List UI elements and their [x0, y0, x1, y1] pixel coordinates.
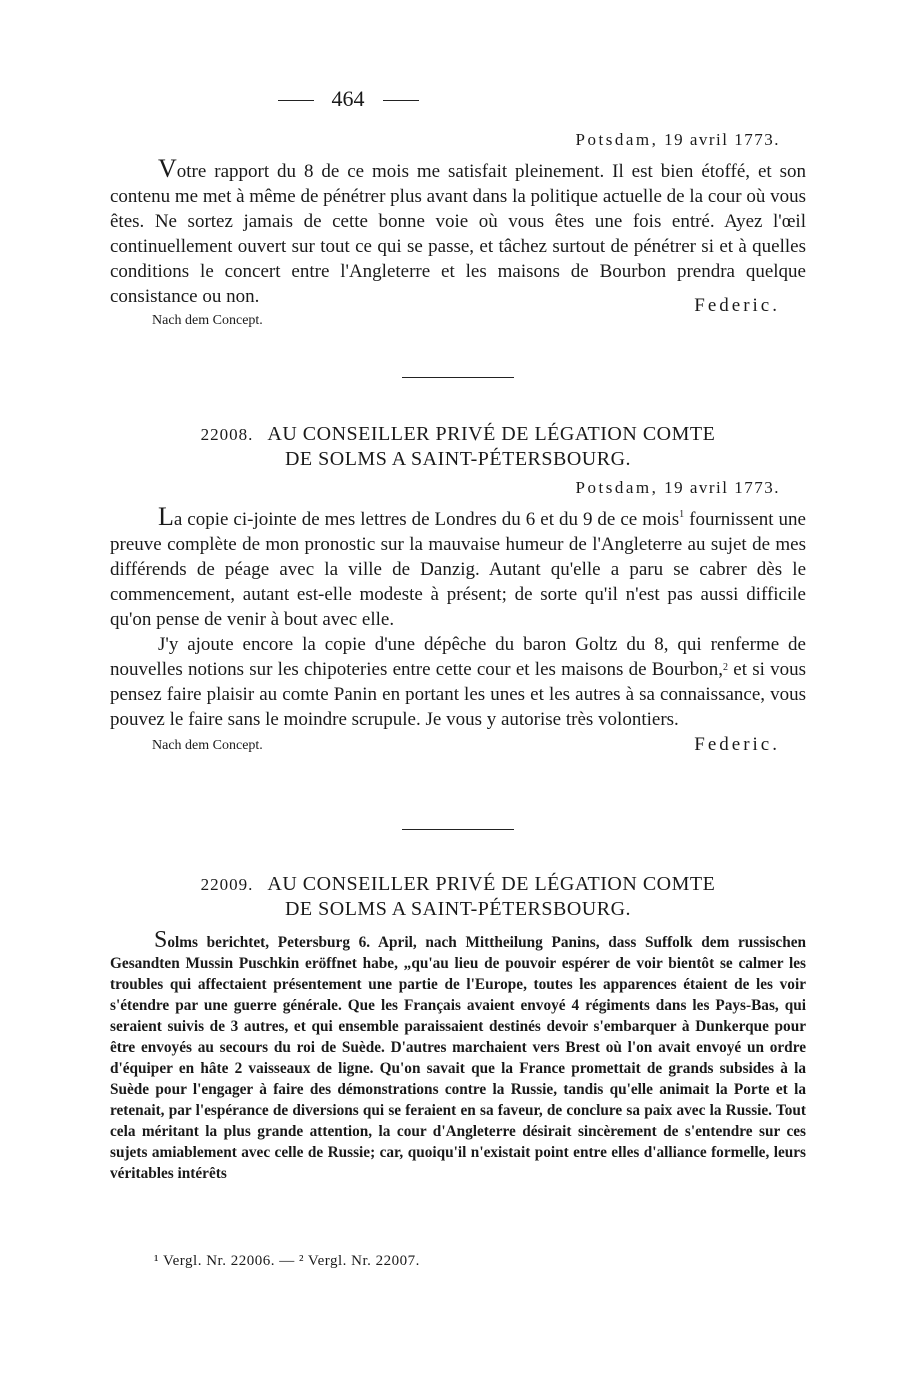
section-divider-2 [402, 829, 514, 830]
header-dash-right [383, 100, 419, 101]
letter-2 [110, 422, 806, 758]
dateline-2: Potsdam, 19 avril 1773. [575, 478, 780, 497]
source-note-2: Nach dem Concept. [152, 738, 263, 753]
source-note-1: Nach dem Concept. [152, 313, 263, 328]
section-divider-1 [402, 377, 514, 378]
footnotes: ¹ Vergl. Nr. 22006. — ² Vergl. Nr. 22007. [154, 1253, 420, 1269]
letter-3-summary: Solms berichtet, Petersburg 6. April, nach Mittheilung Panins, dass Suffolk dem russischen Gesandten Mussin Puschkin eröffnet habe, „qu'au lieu de pouvoir espérer de voir bientôt se calmer les troubles qui affectaient présentement une partie de l'Europe, toutes les apparences étaient de les voir s'étendre par une guerre générale. Que les Français avaient envoyé 4 régiments dans les Pays-Bas, qui seraient suivis de 3 autres, et qui ensemble paraissaient destinés devoir s'embarquer à Dunkerque pour être envoyés au secours du roi de Suède. D'autres marchaient vers Brest où l'on avait envoyé un ordre d'équiper en hâte 2 vaisseaux de ligne. Qu'on savait que la France promettait de grands subsides à la Suède pour l'engager à faire des démonstrations contre la Russie, tandis qu'elle animait la Porte et la retenait, par l'espérance de diversions qui se feraient en sa faveur, de conclure sa paix avec la Russie. Tout cela méritant la plus grande attention, la cour d'Angleterre désirait sincèrement de s'entendre sur ces sujets amiablement avec celle de Russie; car, quoiqu'il n'existait point entre elles d'alliance formelle, leurs véritables intérêts [110, 927, 806, 1182]
letter-3 [110, 872, 806, 1184]
letter-3-heading: 22009. AU CONSEILLER PRIVÉ DE LÉGATION COMTE DE SOLMS A SAINT-PÉTERSBOURG. [200, 873, 716, 920]
footnote-ref-2: 2 [723, 662, 729, 673]
page-number-text: 464 [331, 86, 365, 111]
letter-1 [110, 130, 806, 331]
letter-1-text: Votre rapport du 8 de ce mois me satisfait pleinement. Il est bien étoffé, et son contenu me met à même de pénétrer plus avant dans la politique actuelle de la cour où vous êtes. Ne sortez jamais de cette bonne voie où vous êtes une fois entré. Ayez l'œil continuellement ouvert sur tout ce qui se passe, et tâchez surtout de pénétrer si et à quelles conditions le concert entre l'Angleterre et les maisons de Bourbon prendra quelque consistance ou non. [110, 154, 806, 307]
letter-2-heading: 22008. AU CONSEILLER PRIVÉ DE LÉGATION COMTE DE SOLMS A SAINT-PÉTERSBOURG. [200, 423, 716, 470]
dateline-1: Potsdam, 19 avril 1773. [575, 130, 780, 149]
letter-2-para-2: J'y ajoute encore la copie d'une dépêche du baron Goltz du 8, qui renferme de nouvelles notions sur les chipoteries entre cette cour et les maisons de Bourbon,$^2$ et si vous pensez faire plaisir au comte Panin en portant les unes et les autres à sa connaissance, vous pouvez le faire sans le moindre scrupule. Je vous y autorise très volontiers. [110, 634, 807, 730]
footnote-ref-1: 1 [679, 509, 685, 520]
signature-2: Federic. [694, 734, 780, 755]
header-dash-left [278, 100, 314, 101]
signature-1: Federic. [694, 295, 780, 316]
letter-2-para-1: La copie ci-jointe de mes lettres de Londres du 6 et du 9 de ce mois$^1$ fournissent une preuve complète de mon pronostic sur la mauvaise humeur de l'Angleterre au sujet de mes différends de péage avec la ville de Danzig. Autant qu'elle a paru se cabrer dès le commencement, autant est-elle modeste à présent; de sorte qu'il n'est pas aussi difficile qu'on pense de venir à bout avec elle. [110, 502, 806, 630]
page-number [0, 86, 696, 112]
